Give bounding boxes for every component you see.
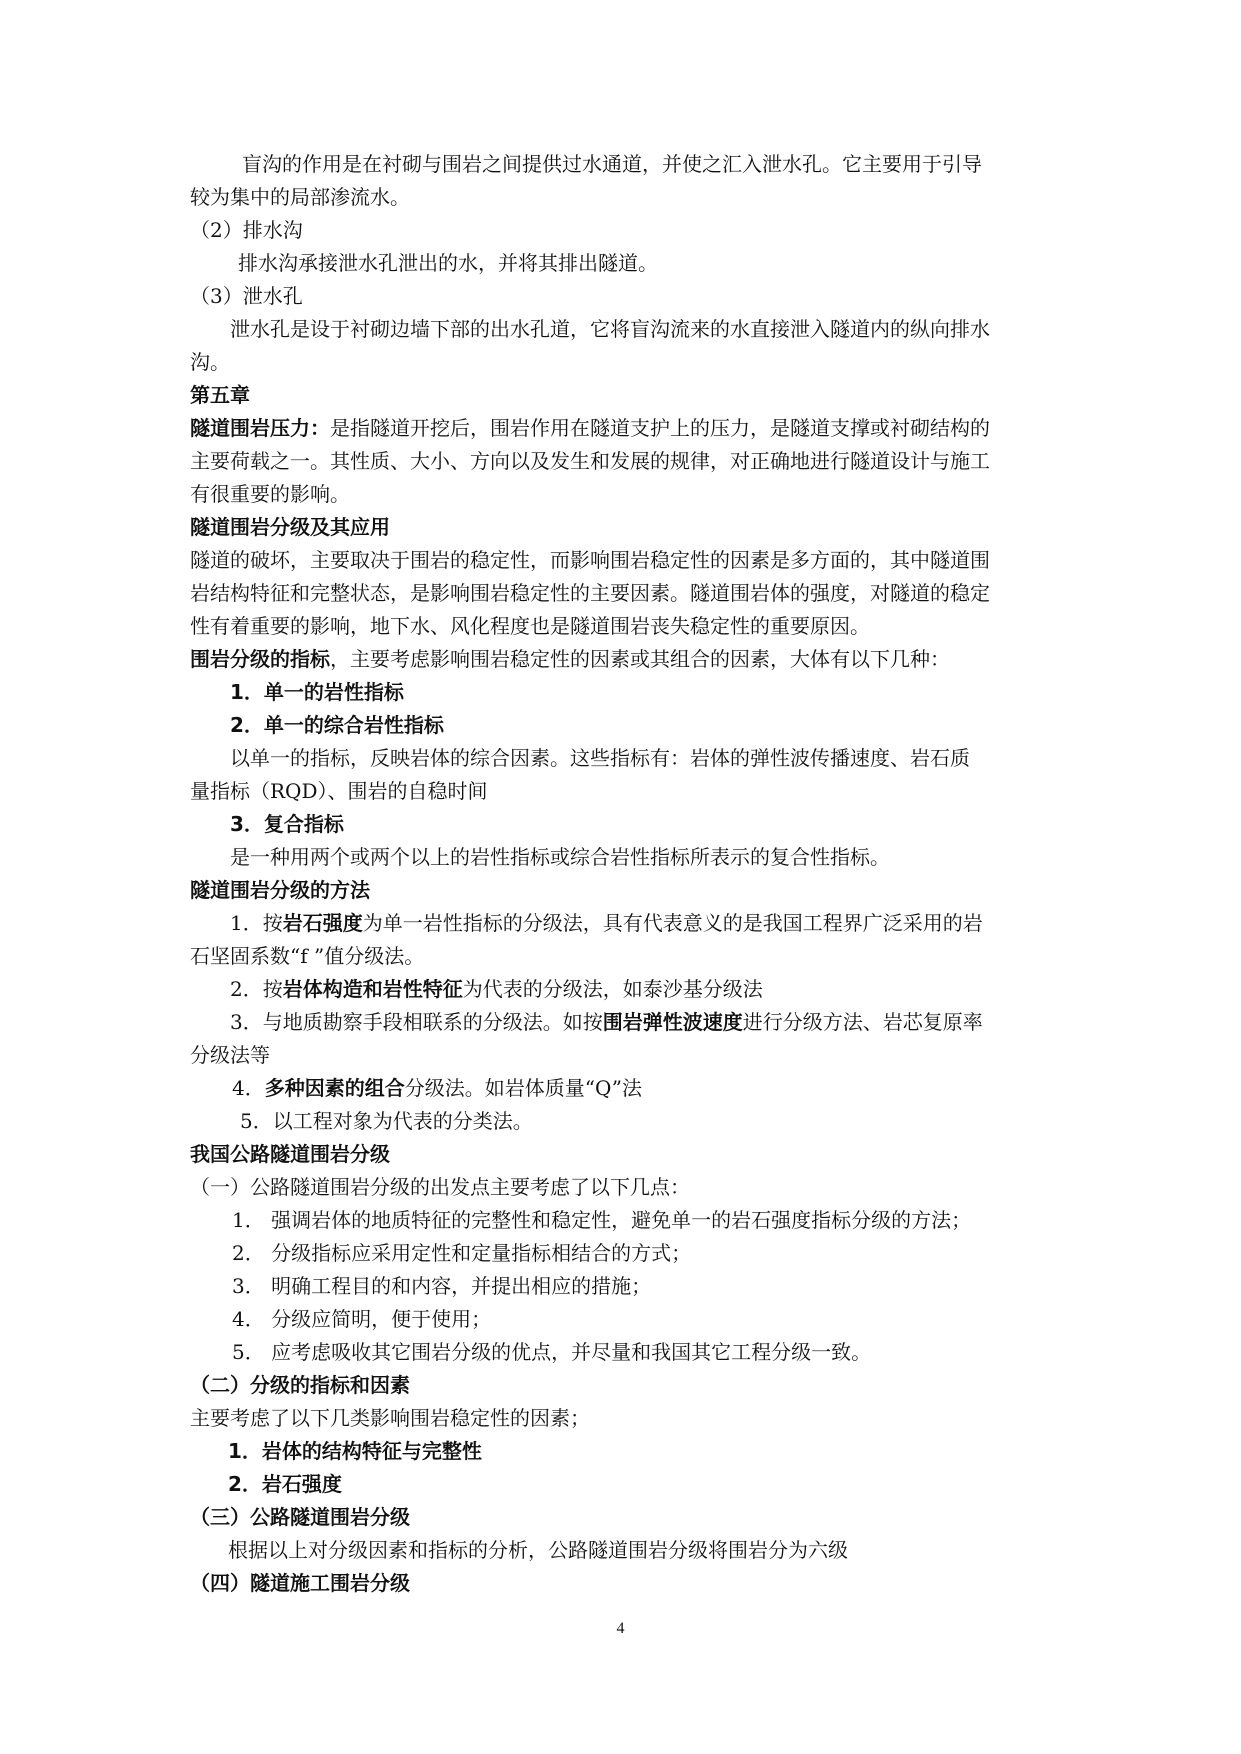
text-line	[232, 1076, 642, 1100]
text-line	[228, 1538, 848, 1562]
body-text: 隧道的破坏，主要取决于围岩的稳定性，而影响围岩稳定性的因素是多方面的，其中隧道围	[190, 548, 990, 572]
bold-text: 围岩弹性波速度	[602, 1010, 743, 1034]
text-line	[190, 449, 990, 473]
body-text: ，主要考虑影响围岩稳定性的因素或其组合的因素，大体有以下几种：	[330, 647, 950, 671]
page-number: 4	[616, 1620, 625, 1637]
text-line	[190, 647, 950, 671]
bold-text: （四）隧道施工围岩分级	[190, 1571, 410, 1595]
body-text: 沟。	[190, 350, 230, 374]
text-line	[232, 1241, 691, 1265]
text-line	[230, 746, 970, 770]
body-text: 4． 分级应简明，便于使用；	[232, 1307, 492, 1331]
text-line	[230, 713, 444, 737]
body-text: 石坚固系数“f ”值分级法。	[190, 944, 425, 968]
text-line	[228, 1439, 482, 1463]
body-text: 盲沟的作用是在衬砌与围岩之间提供过水通道，并使之汇入泄水孔。它主要用于引导	[242, 152, 982, 176]
bold-text: （三）公路隧道围岩分级	[190, 1505, 410, 1529]
text-line	[190, 350, 230, 374]
text-line	[190, 383, 250, 407]
text-line	[232, 1274, 651, 1298]
body-text: 是指隧道开挖后，围岩作用在隧道支护上的压力，是隧道支撑或衬砌结构的	[330, 416, 990, 440]
body-text: 量指标（RQD）、围岩的自稳时间	[190, 779, 488, 803]
body-text: 2．按	[230, 977, 283, 1001]
body-text: 泄水孔是设于衬砌边墙下部的出水孔道，它将盲沟流来的水直接泄入隧道内的纵向排水	[230, 317, 990, 341]
text-line	[190, 284, 303, 308]
bold-text: 隧道围岩分级及其应用	[190, 515, 390, 539]
body-text: （一）公路隧道围岩分级的出发点主要考虑了以下几点：	[190, 1175, 690, 1199]
text-line	[190, 1505, 410, 1529]
body-text: 5． 应考虑吸收其它围岩分级的优点，并尽量和我国其它工程分级一致。	[232, 1340, 872, 1364]
text-line	[230, 680, 404, 704]
text-line	[232, 1307, 491, 1331]
text-line	[230, 1010, 983, 1034]
text-line	[230, 977, 763, 1001]
body-text: 性有着重要的影响，地下水、风化程度也是隧道围岩丧失稳定性的重要原因。	[190, 614, 870, 638]
body-text: 分级法等	[190, 1043, 270, 1067]
body-text: 排水沟承接泄水孔泄出的水，并将其排出隧道。	[238, 251, 658, 275]
body-text: 4．	[232, 1076, 265, 1100]
bold-text: 我国公路隧道围岩分级	[190, 1142, 390, 1166]
bold-text: （二）分级的指标和因素	[190, 1373, 410, 1397]
bold-text: 隧道围岩压力：	[190, 416, 330, 440]
bold-text: 隧道围岩分级的方法	[190, 878, 370, 902]
body-text: 5．以工程对象为代表的分类法。	[240, 1109, 533, 1133]
text-line	[238, 251, 658, 275]
body-text: 2． 分级指标应采用定性和定量指标相结合的方式；	[232, 1241, 692, 1265]
body-text: 分级法。如岩体质量“Q”法	[404, 1076, 642, 1100]
text-line	[190, 482, 350, 506]
text-line	[232, 1208, 971, 1232]
bold-text: 2．岩石强度	[228, 1472, 342, 1496]
text-line	[190, 1571, 410, 1595]
body-text: 进行分级方法、岩芯复原率	[742, 1010, 983, 1034]
body-text: 根据以上对分级因素和指标的分析，公路隧道围岩分级将围岩分为六级	[228, 1538, 848, 1562]
text-line	[228, 1472, 342, 1496]
body-text: 3．与地质勘察手段相联系的分级法。如按	[230, 1010, 603, 1034]
bold-text: 围岩分级的指标	[190, 647, 330, 671]
bold-text: 岩体构造和岩性特征	[282, 977, 463, 1001]
text-line	[242, 152, 982, 176]
body-text: 为代表的分级法，如泰沙基分级法	[462, 977, 763, 1001]
body-text: 是一种用两个或两个以上的岩性指标或综合岩性指标所表示的复合性指标。	[230, 845, 890, 869]
body-text: 1．按	[230, 911, 283, 935]
body-text: 为单一岩性指标的分级法，具有代表意义的是我国工程界广泛采用的岩	[362, 911, 983, 935]
bold-text: 3．复合指标	[230, 812, 344, 836]
bold-text: 1．单一的岩性指标	[230, 680, 404, 704]
text-line	[190, 548, 990, 572]
body-text: 1． 强调岩体的地质特征的完整性和稳定性，避免单一的岩石强度指标分级的方法；	[232, 1208, 972, 1232]
text-line	[190, 1142, 390, 1166]
bold-text: 2．单一的综合岩性指标	[230, 713, 444, 737]
text-line	[190, 218, 303, 242]
text-line	[190, 614, 870, 638]
text-line	[190, 416, 990, 440]
text-line	[190, 1373, 410, 1397]
body-text: 岩结构特征和完整状态，是影响围岩稳定性的主要因素。隧道围岩体的强度，对隧道的稳定	[190, 581, 990, 605]
bold-text: 第五章	[190, 383, 250, 407]
text-line	[190, 581, 990, 605]
text-line	[190, 515, 390, 539]
text-line	[190, 878, 370, 902]
body-text: （2）排水沟	[190, 218, 303, 242]
text-line	[230, 911, 983, 935]
text-line	[230, 812, 344, 836]
text-line	[190, 1406, 590, 1430]
text-line	[190, 1043, 270, 1067]
text-line	[230, 845, 890, 869]
text-line	[190, 944, 424, 968]
text-line	[240, 1109, 533, 1133]
text-line	[190, 779, 488, 803]
bold-text: 1．岩体的结构特征与完整性	[228, 1439, 482, 1463]
body-text: 主要荷载之一。其性质、大小、方向以及发生和发展的规律，对正确地进行隧道设计与施工	[190, 449, 990, 473]
text-line	[190, 1175, 690, 1199]
body-text: 主要考虑了以下几类影响围岩稳定性的因素；	[190, 1406, 590, 1430]
body-text: 以单一的指标，反映岩体的综合因素。这些指标有：岩体的弹性波传播速度、岩石质	[230, 746, 970, 770]
text-line	[230, 317, 990, 341]
body-text: 3． 明确工程目的和内容，并提出相应的措施；	[232, 1274, 652, 1298]
text-line	[190, 185, 410, 209]
text-line	[232, 1340, 871, 1364]
bold-text: 多种因素的组合	[264, 1076, 405, 1100]
body-text: 有很重要的影响。	[190, 482, 350, 506]
bold-text: 岩石强度	[282, 911, 363, 935]
body-text: 较为集中的局部渗流水。	[190, 185, 410, 209]
body-text: （3）泄水孔	[190, 284, 303, 308]
